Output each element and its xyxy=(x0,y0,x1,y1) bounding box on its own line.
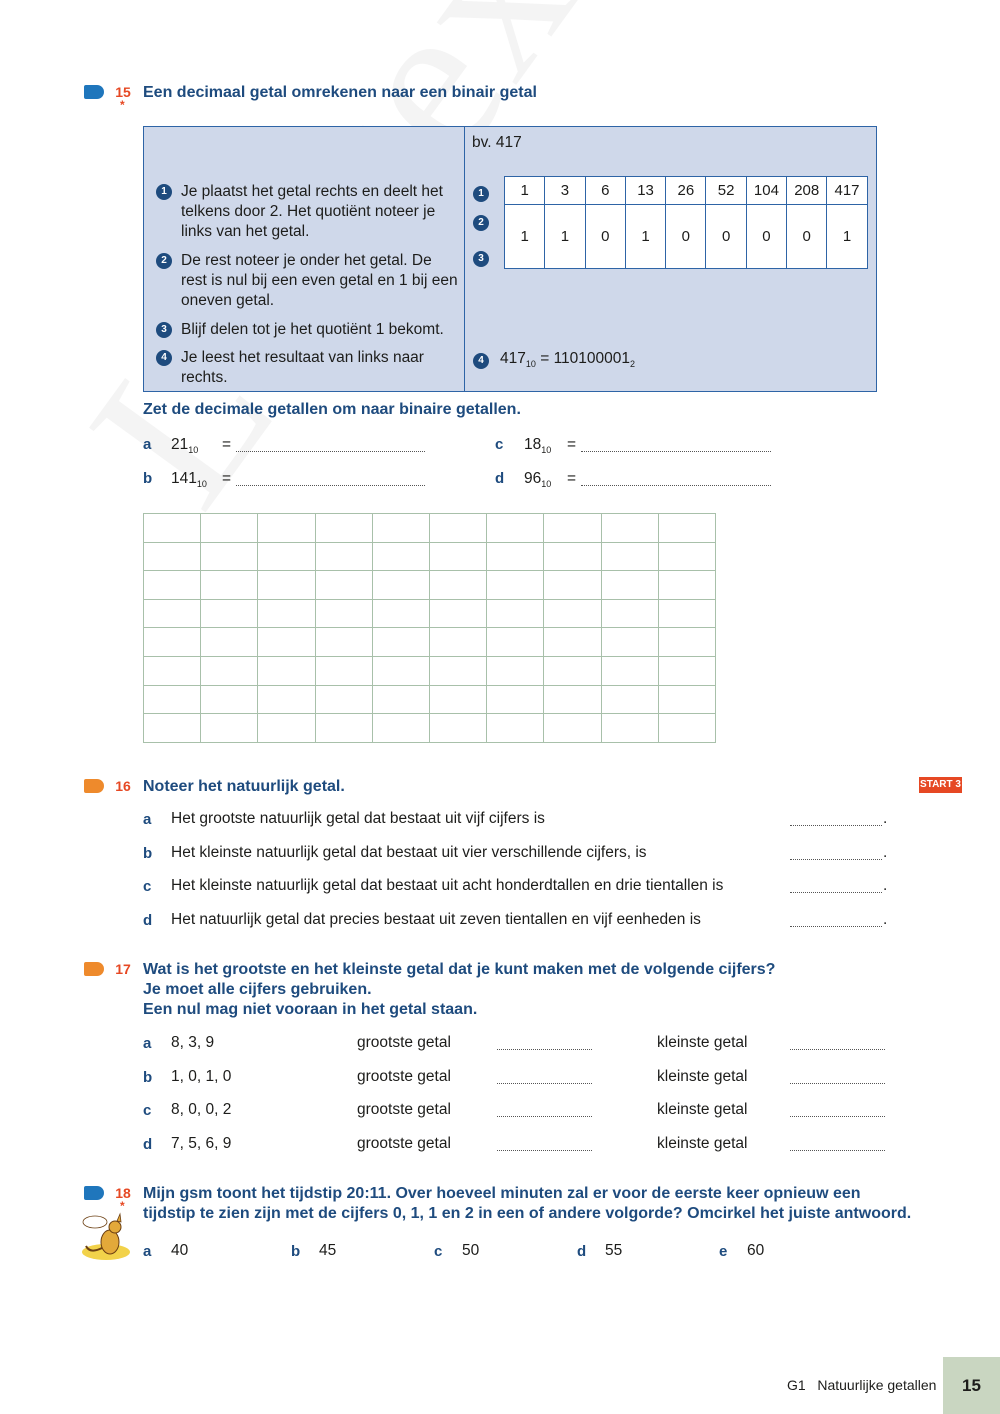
grid-cell[interactable] xyxy=(487,571,544,600)
exercise-title: Een decimaal getal omrekenen naar een binair getal xyxy=(143,84,537,101)
star-icon: * xyxy=(120,1199,125,1213)
choice-label: e xyxy=(719,1243,728,1260)
period: . xyxy=(883,877,888,894)
answer-line[interactable] xyxy=(790,859,882,860)
grid-row xyxy=(144,571,716,600)
grid-cell[interactable] xyxy=(544,571,601,600)
remainder-cell: 1 xyxy=(827,205,867,269)
smallest-answer-line[interactable] xyxy=(790,1049,885,1050)
answer-line[interactable] xyxy=(581,485,771,486)
remainder-cell: 1 xyxy=(505,205,545,269)
footer-chapter: G1 Natuurlijke getallen xyxy=(787,1377,937,1393)
decimal-value: $96_{10}$ xyxy=(524,470,552,490)
grid-cell[interactable] xyxy=(258,542,315,571)
grid-cell[interactable] xyxy=(258,514,315,543)
step-3 xyxy=(156,320,461,340)
smallest-answer-line[interactable] xyxy=(790,1116,885,1117)
choice-value[interactable]: 40 xyxy=(171,1242,189,1259)
quotient-cell: 3 xyxy=(545,177,585,205)
grid-cell[interactable] xyxy=(315,685,372,714)
exercise-number: 16 xyxy=(115,778,131,794)
quotient-cell: 104 xyxy=(746,177,786,205)
step-2 xyxy=(156,251,461,311)
largest-answer-line[interactable] xyxy=(497,1150,592,1151)
example-result: $417_{10} = 110100001_2$ xyxy=(500,350,636,370)
question-text: Het grootste natuurlijk getal dat bestaat uit vijf cijfers is xyxy=(171,810,545,827)
grid-cell[interactable] xyxy=(372,714,429,743)
quotient-cell: 208 xyxy=(787,177,827,205)
remainder-cell: 1 xyxy=(625,205,665,269)
number-bullet-icon: 3 xyxy=(473,251,489,267)
grid-cell[interactable] xyxy=(658,656,715,685)
number-bullet-icon: 2 xyxy=(156,253,172,269)
grid-cell[interactable] xyxy=(658,685,715,714)
equals-sign: = xyxy=(222,470,232,487)
grid-cell[interactable] xyxy=(429,571,486,600)
grid-cell[interactable] xyxy=(544,514,601,543)
smallest-label: kleinste getal xyxy=(657,1135,748,1152)
grid-cell[interactable] xyxy=(258,628,315,657)
grid-cell[interactable] xyxy=(201,685,258,714)
number-bullet-icon: 4 xyxy=(156,350,172,366)
grid-cell[interactable] xyxy=(144,599,201,628)
grid-cell[interactable] xyxy=(201,628,258,657)
choice-label: a xyxy=(143,1243,152,1260)
digits: 7, 5, 6, 9 xyxy=(171,1135,232,1152)
quotient-cell: 417 xyxy=(827,177,867,205)
grid-cell[interactable] xyxy=(601,571,658,600)
grid-cell[interactable] xyxy=(372,514,429,543)
grid-row xyxy=(144,628,716,657)
period: . xyxy=(883,911,888,928)
grid-cell[interactable] xyxy=(487,599,544,628)
item-label: c xyxy=(143,878,152,895)
exercise-number: 15 * xyxy=(115,84,131,112)
smallest-answer-line[interactable] xyxy=(790,1150,885,1151)
grid-cell[interactable] xyxy=(315,599,372,628)
grid-cell[interactable] xyxy=(201,656,258,685)
step-text: Je leest het resultaat van links naar rechts. xyxy=(181,349,424,386)
answer-line[interactable] xyxy=(790,892,882,893)
grid-cell[interactable] xyxy=(372,542,429,571)
grid-cell[interactable] xyxy=(144,656,201,685)
item-label: b xyxy=(143,845,153,862)
grid-cell[interactable] xyxy=(315,656,372,685)
grid-cell[interactable] xyxy=(429,685,486,714)
grid-cell[interactable] xyxy=(658,599,715,628)
grid-cell[interactable] xyxy=(315,628,372,657)
question-text: Het kleinste natuurlijk getal dat bestaat uit acht honderdtallen en drie tientallen is xyxy=(171,877,724,894)
quotient-row xyxy=(505,177,868,205)
grid-cell[interactable] xyxy=(144,542,201,571)
step-1 xyxy=(156,182,461,242)
grid-cell[interactable] xyxy=(144,714,201,743)
smallest-label: kleinste getal xyxy=(657,1068,748,1085)
exercise-17-header xyxy=(84,960,775,1020)
grid-cell[interactable] xyxy=(315,571,372,600)
grid-cell[interactable] xyxy=(144,514,201,543)
grid-cell[interactable] xyxy=(429,542,486,571)
smallest-label: kleinste getal xyxy=(657,1034,748,1051)
grid-cell[interactable] xyxy=(658,714,715,743)
instruction: Zet de decimale getallen om naar binaire getallen. xyxy=(143,401,521,418)
quotient-cell: 13 xyxy=(625,177,665,205)
grid-row xyxy=(144,685,716,714)
equals-sign: = xyxy=(567,436,577,453)
grid-cell[interactable] xyxy=(544,656,601,685)
grid-cell[interactable] xyxy=(601,542,658,571)
grid-cell[interactable] xyxy=(315,714,372,743)
item-label: b xyxy=(143,470,153,487)
decimal-value: $141_{10}$ xyxy=(171,470,207,490)
flag-icon xyxy=(84,1186,104,1200)
kangaroo-logo-icon xyxy=(80,1212,132,1262)
remainder-cell: 0 xyxy=(585,205,625,269)
choice-value[interactable]: 45 xyxy=(319,1242,337,1259)
grid-cell[interactable] xyxy=(201,714,258,743)
grid-cell[interactable] xyxy=(429,628,486,657)
grid-cell[interactable] xyxy=(487,542,544,571)
level-badge: START 3 xyxy=(919,777,962,793)
flag-icon xyxy=(84,85,104,99)
largest-label: grootste getal xyxy=(357,1068,451,1085)
item-label: d xyxy=(495,470,505,487)
largest-answer-line[interactable] xyxy=(497,1049,592,1050)
grid-cell[interactable] xyxy=(372,685,429,714)
grid-cell[interactable] xyxy=(258,685,315,714)
grid-cell[interactable] xyxy=(144,628,201,657)
exercise-18-header xyxy=(84,1184,911,1224)
number-bullet-icon: 4 xyxy=(473,353,489,369)
choice-label: c xyxy=(434,1243,443,1260)
grid-cell[interactable] xyxy=(258,656,315,685)
grid-cell[interactable] xyxy=(429,514,486,543)
grid-cell[interactable] xyxy=(372,571,429,600)
item-label: c xyxy=(143,1102,152,1119)
grid-cell[interactable] xyxy=(487,628,544,657)
grid-row xyxy=(144,714,716,743)
grid-cell[interactable] xyxy=(658,571,715,600)
item-label: d xyxy=(143,912,153,929)
period: . xyxy=(883,810,888,827)
grid-cell[interactable] xyxy=(201,542,258,571)
digits: 1, 0, 1, 0 xyxy=(171,1068,232,1085)
grid-cell[interactable] xyxy=(487,514,544,543)
grid-cell[interactable] xyxy=(429,656,486,685)
answer-line[interactable] xyxy=(790,825,882,826)
smallest-label: kleinste getal xyxy=(657,1101,748,1118)
grid-cell[interactable] xyxy=(201,514,258,543)
work-grid[interactable] xyxy=(143,513,716,743)
largest-label: grootste getal xyxy=(357,1135,451,1152)
grid-cell[interactable] xyxy=(258,571,315,600)
grid-cell[interactable] xyxy=(487,714,544,743)
answer-line[interactable] xyxy=(236,451,425,452)
item-label: a xyxy=(143,1035,152,1052)
grid-cell[interactable] xyxy=(487,685,544,714)
grid-cell[interactable] xyxy=(601,714,658,743)
grid-cell[interactable] xyxy=(601,599,658,628)
step-text: Je plaatst het getal rechts en deelt het telkens door 2. Het quotiënt noteer je links van het getal. xyxy=(181,183,443,240)
method-box xyxy=(143,126,877,392)
largest-label: grootste getal xyxy=(357,1034,451,1051)
remainder-cell: 0 xyxy=(787,205,827,269)
grid-row xyxy=(144,656,716,685)
decimal-value: $21_{10}$ xyxy=(171,436,199,456)
grid-cell[interactable] xyxy=(201,599,258,628)
smallest-answer-line[interactable] xyxy=(790,1083,885,1084)
grid-cell[interactable] xyxy=(201,571,258,600)
exercise-15-header xyxy=(84,83,537,112)
grid-cell[interactable] xyxy=(429,599,486,628)
exercise-title: Noteer het natuurlijk getal. xyxy=(143,778,345,795)
grid-cell[interactable] xyxy=(544,599,601,628)
grid-row xyxy=(144,514,716,543)
item-label: a xyxy=(143,811,152,828)
number-bullet-icon: 1 xyxy=(156,184,172,200)
question-text: Het kleinste natuurlijk getal dat bestaat uit vier verschillende cijfers, is xyxy=(171,844,647,861)
grid-cell[interactable] xyxy=(544,628,601,657)
grid-cell[interactable] xyxy=(258,714,315,743)
number-bullet-icon: 2 xyxy=(473,215,489,231)
item-label: b xyxy=(143,1069,153,1086)
remainder-cell: 0 xyxy=(666,205,706,269)
exercise-number: 17 xyxy=(115,961,131,977)
question-text: Het natuurlijk getal dat precies bestaat uit zeven tientallen en vijf eenheden is xyxy=(171,911,701,928)
grid-cell[interactable] xyxy=(258,599,315,628)
largest-label: grootste getal xyxy=(357,1101,451,1118)
division-table xyxy=(504,176,868,269)
quotient-cell: 6 xyxy=(585,177,625,205)
exercise-16-header xyxy=(84,777,345,797)
grid-cell[interactable] xyxy=(544,714,601,743)
step-4 xyxy=(156,348,461,388)
grid-row xyxy=(144,599,716,628)
largest-answer-line[interactable] xyxy=(497,1083,592,1084)
digits: 8, 0, 0, 2 xyxy=(171,1101,232,1118)
item-label: d xyxy=(143,1136,153,1153)
grid-row xyxy=(144,542,716,571)
star-icon: * xyxy=(120,98,125,112)
answer-line[interactable] xyxy=(581,451,771,452)
step-text: Blijf delen tot je het quotiënt 1 bekomt. xyxy=(181,321,444,338)
grid-cell[interactable] xyxy=(544,542,601,571)
item-label: c xyxy=(495,436,504,453)
choice-label: b xyxy=(291,1243,301,1260)
grid-cell[interactable] xyxy=(429,714,486,743)
choice-value[interactable]: 55 xyxy=(605,1242,623,1259)
digits: 8, 3, 9 xyxy=(171,1034,215,1051)
quotient-cell: 26 xyxy=(666,177,706,205)
number-bullet-icon: 3 xyxy=(156,322,172,338)
grid-cell[interactable] xyxy=(372,628,429,657)
answer-line[interactable] xyxy=(236,485,425,486)
grid-cell[interactable] xyxy=(658,628,715,657)
step-text: De rest noteer je onder het getal. De rest is nul bij een even getal en 1 bij een oneven getal. xyxy=(181,252,458,309)
choice-value[interactable]: 50 xyxy=(462,1242,480,1259)
grid-cell[interactable] xyxy=(658,514,715,543)
choice-value[interactable]: 60 xyxy=(747,1242,765,1259)
grid-cell[interactable] xyxy=(601,685,658,714)
remainder-cell: 0 xyxy=(706,205,746,269)
answer-line[interactable] xyxy=(790,926,882,927)
equals-sign: = xyxy=(567,470,577,487)
grid-cell[interactable] xyxy=(487,656,544,685)
remainder-cell: 0 xyxy=(746,205,786,269)
equals-sign: = xyxy=(222,436,232,453)
page-number: 15 xyxy=(943,1357,1000,1414)
grid-cell[interactable] xyxy=(658,542,715,571)
example-label: bv. 417 xyxy=(472,134,522,151)
exercise-title: Wat is het grootste en het kleinste getal dat je kunt maken met de volgende cijfers? Je moet alle cijfers gebruiken. Een nul mag niet vooraan in het getal staan. xyxy=(143,961,776,1018)
item-label: a xyxy=(143,436,152,453)
grid-cell[interactable] xyxy=(144,685,201,714)
grid-cell[interactable] xyxy=(372,599,429,628)
quotient-cell: 1 xyxy=(505,177,545,205)
box-divider xyxy=(464,127,465,391)
quotient-cell: 52 xyxy=(706,177,746,205)
period: . xyxy=(883,844,888,861)
grid-cell[interactable] xyxy=(144,571,201,600)
choice-label: d xyxy=(577,1243,587,1260)
largest-answer-line[interactable] xyxy=(497,1116,592,1117)
decimal-value: $18_{10}$ xyxy=(524,436,552,456)
exercise-title: Mijn gsm toont het tijdstip 20:11. Over hoeveel minuten zal er voor de eerste keer opnieuw een tijdstip te zien zijn met de cijfers 0, 1, 1 en 2 in een of andere volgorde? Omcirkel het juiste antwoord. xyxy=(143,1185,912,1222)
grid-cell[interactable] xyxy=(315,542,372,571)
grid-cell[interactable] xyxy=(372,656,429,685)
grid-cell[interactable] xyxy=(315,514,372,543)
flag-icon xyxy=(84,962,104,976)
flag-icon xyxy=(84,779,104,793)
exercise-number: 18 * xyxy=(115,1185,131,1213)
grid-cell[interactable] xyxy=(601,656,658,685)
number-bullet-icon: 1 xyxy=(473,186,489,202)
remainder-cell: 1 xyxy=(545,205,585,269)
grid-cell[interactable] xyxy=(601,514,658,543)
grid-cell[interactable] xyxy=(601,628,658,657)
grid-cell[interactable] xyxy=(544,685,601,714)
remainder-row xyxy=(505,205,868,269)
